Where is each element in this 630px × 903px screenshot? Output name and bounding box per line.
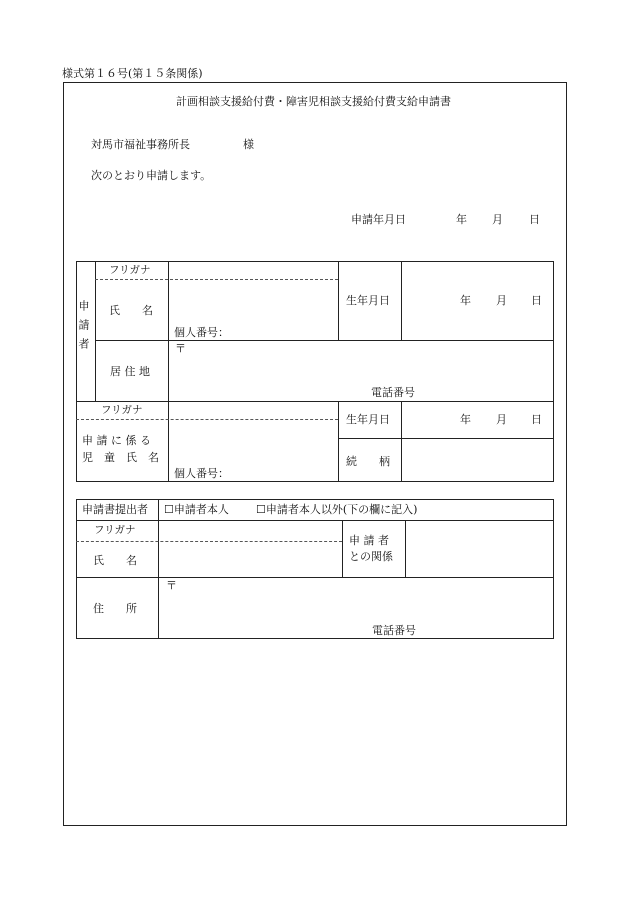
applicant-section-label: 申請者 xyxy=(77,300,90,357)
child-birthdate-label: 生年月日 xyxy=(346,413,390,426)
submitter-option-other[interactable]: ☐申請者本人以外(下の欄に記入) xyxy=(256,503,418,516)
form-number: 様式第１６号(第１５条関係) xyxy=(62,67,203,80)
applicant-birthdate-label: 生年月日 xyxy=(346,294,390,307)
submitter-relation-label-line1: 申 請 者 xyxy=(349,534,389,547)
submitter-postal-mark: 〒 xyxy=(166,579,177,592)
applicant-birth-day: 日 xyxy=(531,294,542,307)
applicant-birth-month: 月 xyxy=(496,294,507,307)
child-name-label-line1: 申 請 に 係 る xyxy=(82,434,151,447)
applicant-individual-number: 個人番号： xyxy=(174,326,229,339)
child-name-label-line2: 児 童 氏 名 xyxy=(82,451,159,464)
child-birth-day: 日 xyxy=(531,413,542,426)
submitter-furigana-label: フリガナ xyxy=(94,524,136,536)
divider xyxy=(405,520,406,577)
divider xyxy=(95,261,96,401)
divider xyxy=(95,340,554,341)
applicant-phone-label: 電話番号 xyxy=(371,386,415,399)
addressee-name: 対馬市福祉事務所長 xyxy=(91,138,190,151)
dashed-divider xyxy=(95,279,338,280)
submitter-option-self[interactable]: ☐申請者本人 xyxy=(164,503,229,516)
applicant-birth-year: 年 xyxy=(460,294,471,307)
dashed-divider xyxy=(76,541,342,542)
applicant-furigana-label: フリガナ xyxy=(109,264,151,276)
intro-text: 次のとおり申請します。 xyxy=(91,169,212,182)
submitter-address-label: 住 所 xyxy=(93,602,137,615)
addressee-honorific: 様 xyxy=(243,138,254,151)
applicant-address-label: 居 住 地 xyxy=(110,365,150,378)
applicant-postal-mark: 〒 xyxy=(175,342,186,355)
divider xyxy=(338,401,339,482)
submitter-name-label: 氏 名 xyxy=(93,554,137,567)
child-individual-number: 個人番号： xyxy=(174,467,229,480)
submitter-phone-label: 電話番号 xyxy=(372,624,416,637)
application-date-day: 日 xyxy=(529,213,540,226)
divider xyxy=(342,520,343,577)
divider xyxy=(76,520,554,521)
application-date-year: 年 xyxy=(456,213,467,226)
application-date-month: 月 xyxy=(492,213,503,226)
dashed-divider xyxy=(76,419,338,420)
divider xyxy=(401,401,402,482)
application-date-label: 申請年月日 xyxy=(351,213,406,226)
applicant-name-label: 氏 名 xyxy=(109,304,153,317)
child-furigana-label: フリガナ xyxy=(101,404,143,416)
divider xyxy=(401,261,402,340)
child-birth-year: 年 xyxy=(460,413,471,426)
divider xyxy=(76,577,554,578)
divider xyxy=(338,438,554,439)
submitter-relation-label-line2: との関係 xyxy=(349,550,393,563)
divider xyxy=(168,261,169,482)
divider xyxy=(76,401,554,402)
submitter-header-label: 申請書提出者 xyxy=(82,503,148,516)
form-title: 計画相談支援給付費・障害児相談支援給付費支給申請書 xyxy=(176,95,451,108)
divider xyxy=(338,261,339,340)
child-birth-month: 月 xyxy=(496,413,507,426)
child-relationship-label: 続 柄 xyxy=(346,455,390,468)
